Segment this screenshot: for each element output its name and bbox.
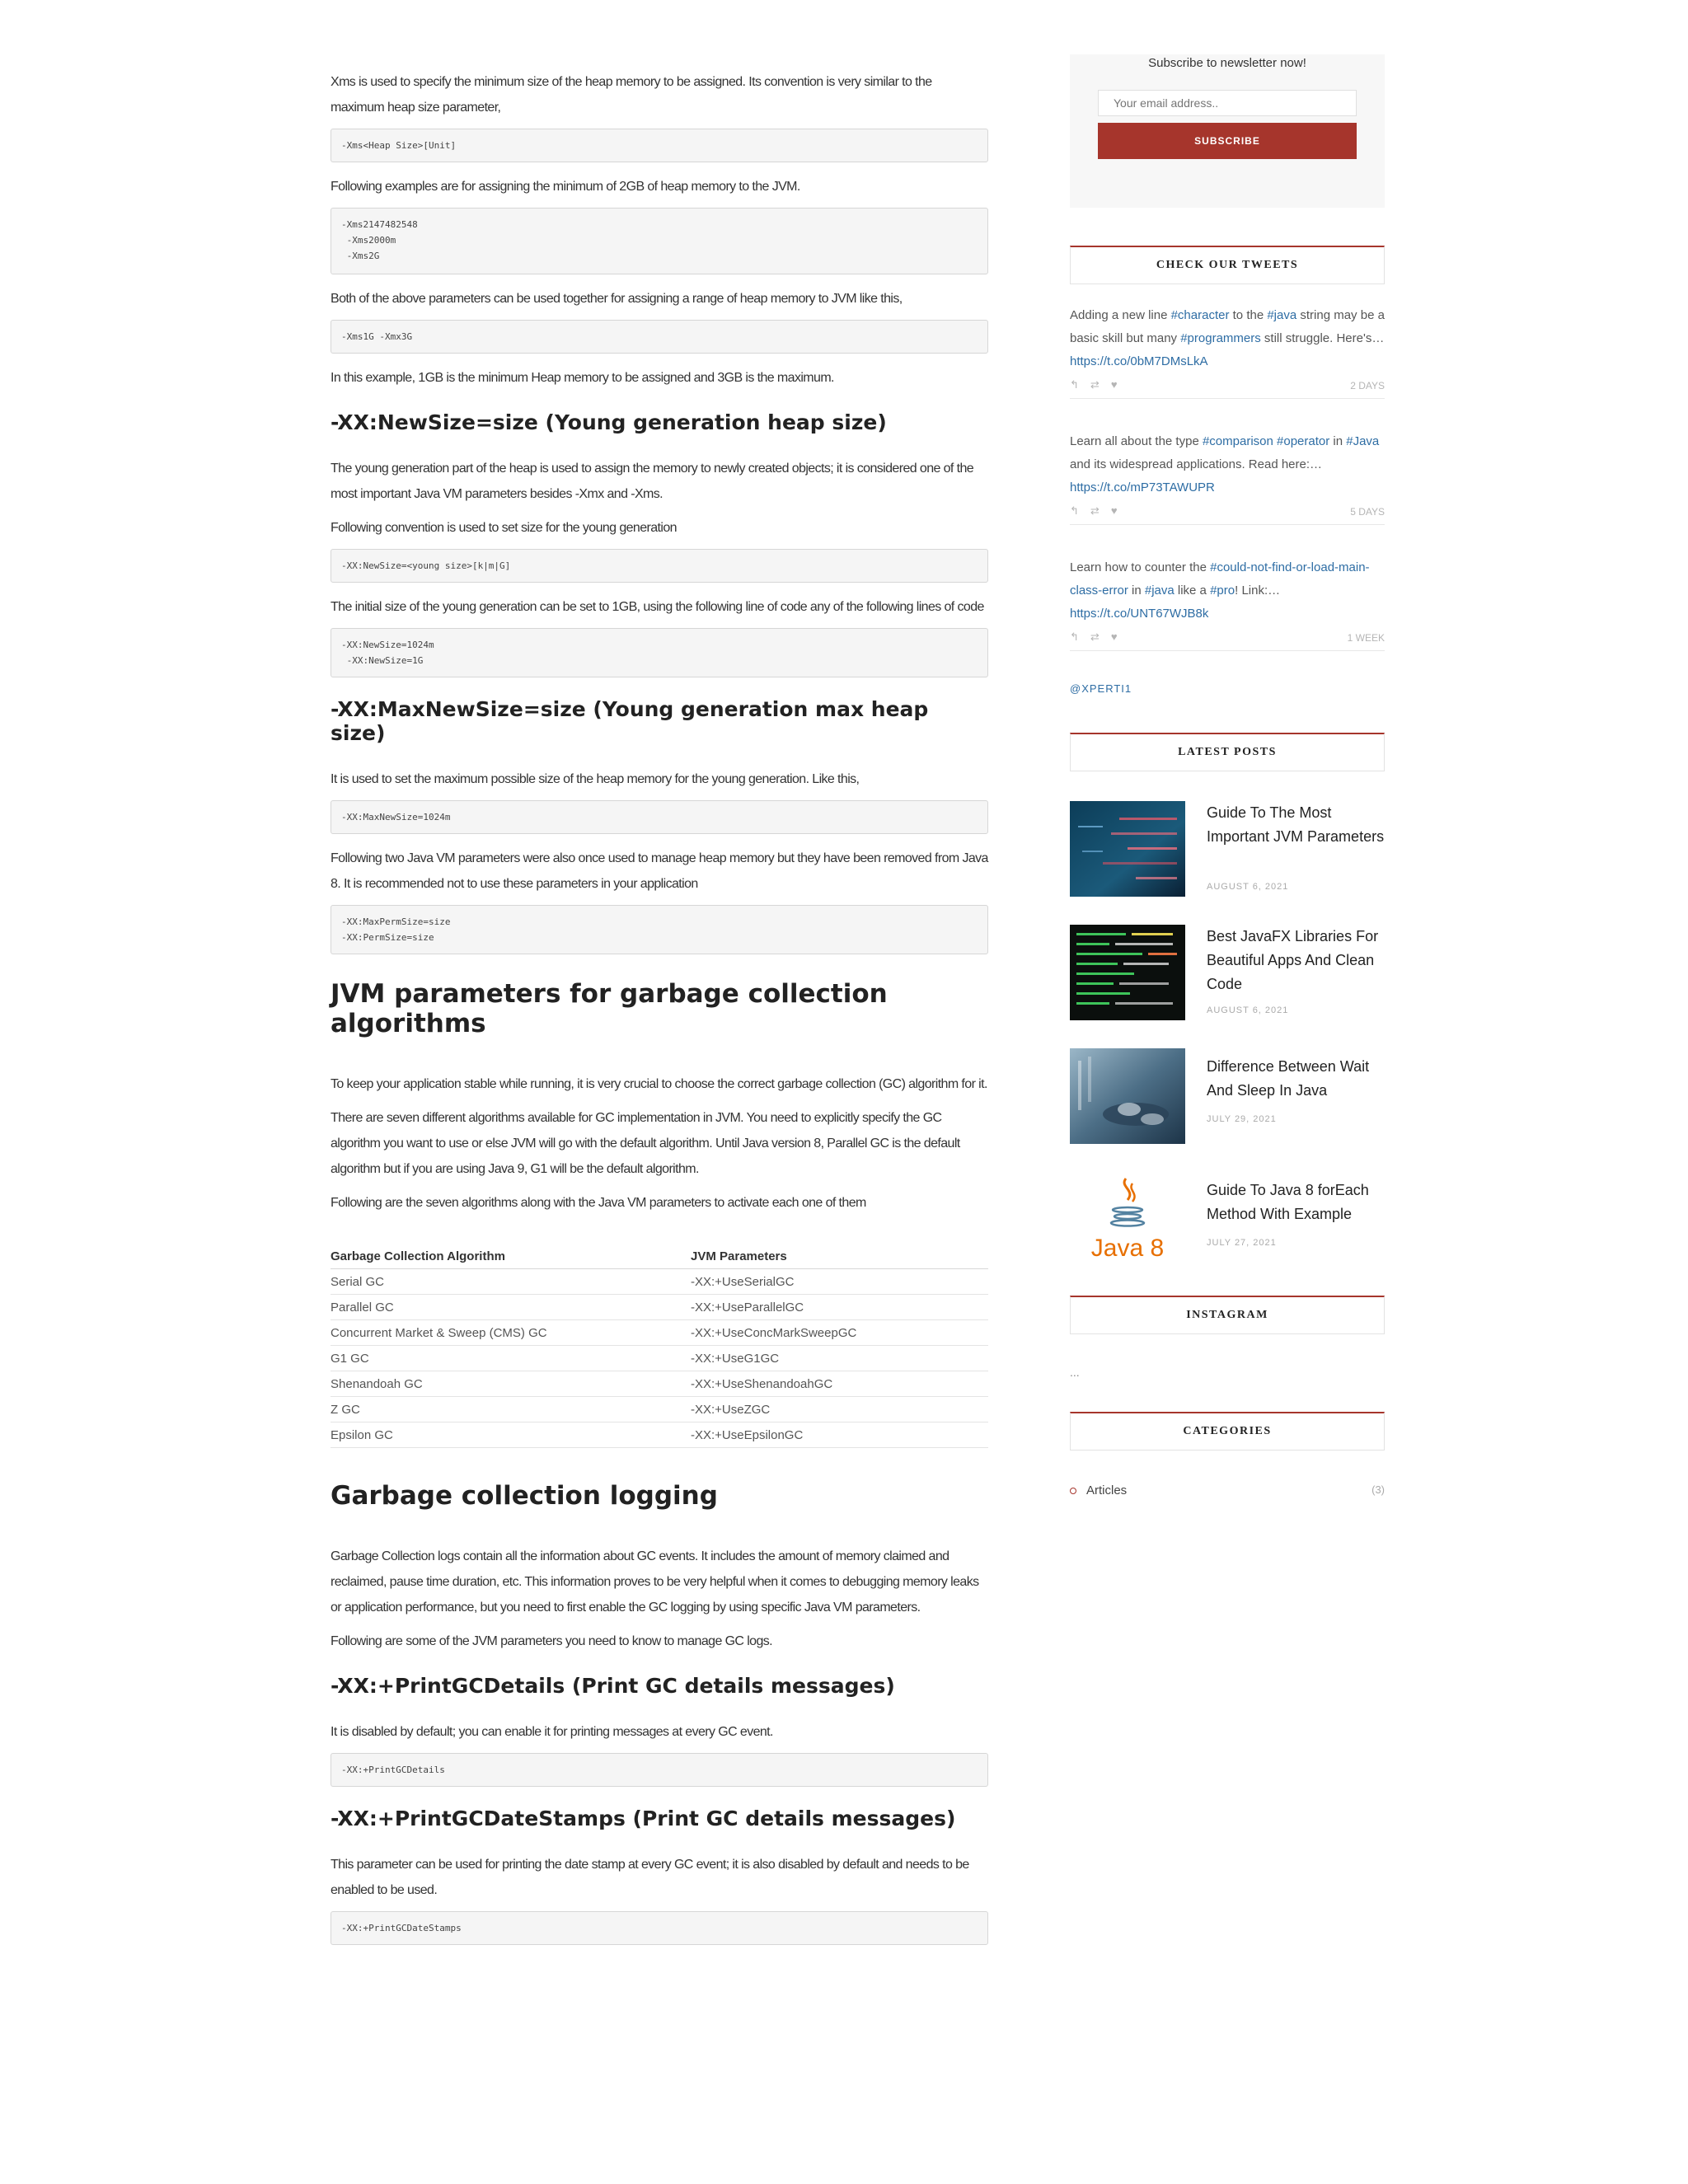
tweet-list <box>1070 304 1385 695</box>
hashtag-link[interactable]: #character <box>1170 308 1230 322</box>
tweet-url-link[interactable]: https://t.co/UNT67WJB8k <box>1070 607 1209 621</box>
post-title-link[interactable]: Guide To The Most Important JVM Parameters <box>1207 804 1385 845</box>
post-item[interactable] <box>1070 1048 1385 1146</box>
retweet-icon[interactable]: ⇄ <box>1090 504 1111 517</box>
code-line: -Xms<Heap Size>[Unit] <box>341 140 457 151</box>
tweet-url-link[interactable]: https://t.co/0bM7DMsLkA <box>1070 354 1208 368</box>
newsletter-title: Subscribe to newsletter now! <box>1148 56 1306 70</box>
paragraph: This parameter can be used for printing the date stamp at every GC event; it is also disabled by default and needs to be enabled to be used. <box>331 1858 969 1897</box>
table-row <box>331 1346 988 1371</box>
table-row <box>331 1269 988 1295</box>
table-cell: -XX:+UseSerialGC <box>691 1269 988 1295</box>
paragraph: It is used to set the maximum possible size of the heap memory for the young generation. Like this, <box>331 772 860 786</box>
paragraph: Following convention is used to set size for the young generation <box>331 521 677 535</box>
table-cell: Z GC <box>331 1397 691 1422</box>
post-thumbnail[interactable] <box>1070 1048 1185 1144</box>
tweet-url-link[interactable]: https://t.co/mP73TAWUPR <box>1070 480 1215 494</box>
section-heading: JVM parameters for garbage collection algorithms <box>331 979 888 1038</box>
tweet-text-segment: ! Link:… <box>1235 583 1281 598</box>
table-cell: -XX:+UseShenandoahGC <box>691 1371 988 1397</box>
tweet-text-segment: to the <box>1229 308 1268 322</box>
code-line: -Xms2000m <box>341 235 396 246</box>
tweet-text <box>1070 430 1385 499</box>
table-cell: -XX:+UseEpsilonGC <box>691 1422 988 1448</box>
hashtag-link[interactable]: #comparison <box>1202 434 1273 448</box>
table-cell: Shenandoah GC <box>331 1371 691 1397</box>
post-thumbnail[interactable] <box>1070 1172 1185 1268</box>
hashtag-link[interactable]: #pro <box>1210 583 1236 598</box>
code-block <box>331 800 988 834</box>
reply-icon[interactable]: ↰ <box>1070 378 1090 391</box>
post-title-link[interactable]: Best JavaFX Libraries For Beautiful Apps And Clean Code <box>1207 928 1379 992</box>
java8-label: Java 8 <box>1090 1235 1165 1262</box>
table-row <box>331 1320 988 1346</box>
tweet-time: 1 WEEK <box>1347 632 1385 644</box>
code-block <box>331 1911 988 1945</box>
tweet-text-segment: still struggle. Here's… <box>1260 331 1385 345</box>
category-count: (3) <box>1372 1483 1385 1496</box>
email-field[interactable] <box>1098 90 1357 116</box>
paragraph: To keep your application stable while running, it is very crucial to choose the correct garbage collection (GC) algorithm for it. <box>331 1077 987 1091</box>
table-header-row <box>331 1244 988 1269</box>
post-title-link[interactable]: Difference Between Wait And Sleep In Java <box>1207 1058 1370 1099</box>
table-cell: -XX:+UseZGC <box>691 1397 988 1422</box>
reply-icon[interactable]: ↰ <box>1070 504 1090 517</box>
paragraph: Following are the seven algorithms along with the Java VM parameters to activate each one of them <box>331 1196 866 1210</box>
tweet-text-segment: Adding a new line <box>1070 308 1171 322</box>
section-heading: -XX:+PrintGCDetails (Print GC details messages) <box>331 1674 895 1698</box>
table-header: Garbage Collection Algorithm <box>331 1244 691 1269</box>
instagram-feed-placeholder: ... <box>1070 1366 1080 1379</box>
paragraph: Both of the above parameters can be used together for assigning a range of heap memory to JVM like this, <box>331 292 903 306</box>
gc-algorithms-table <box>331 1244 988 1448</box>
tweet <box>1070 304 1385 399</box>
tweet <box>1070 556 1385 651</box>
table-row <box>331 1295 988 1320</box>
subscribe-button[interactable]: SUBSCRIBE <box>1098 123 1357 159</box>
article-content <box>331 69 988 1957</box>
table-header: JVM Parameters <box>691 1244 988 1269</box>
tweets-widget-title: CHECK OUR TWEETS <box>1070 246 1385 284</box>
hashtag-link[interactable]: #java <box>1267 308 1297 322</box>
code-line: -Xms2G <box>341 251 380 261</box>
tweet-actions <box>1070 630 1129 644</box>
tweet <box>1070 430 1385 525</box>
like-icon[interactable]: ♥ <box>1110 378 1129 391</box>
category-link[interactable]: Articles <box>1086 1483 1128 1497</box>
post-title-link[interactable]: Guide To Java 8 forEach Method With Example <box>1207 1182 1369 1222</box>
paragraph: Following are some of the JVM parameters you need to know to manage GC logs. <box>331 1634 773 1648</box>
twitter-handle-link[interactable]: @XPERTI1 <box>1070 682 1132 695</box>
code-line: -XX:+PrintGCDateStamps <box>341 1923 462 1933</box>
code-block <box>331 905 988 954</box>
category-item[interactable] <box>1070 1483 1385 1503</box>
table-cell: Epsilon GC <box>331 1422 691 1448</box>
bullet-icon <box>1070 1488 1076 1494</box>
tweet-time: 5 DAYS <box>1350 506 1385 518</box>
table-cell: Parallel GC <box>331 1295 691 1320</box>
post-thumbnail[interactable] <box>1070 801 1185 897</box>
hashtag-link[interactable]: #java <box>1144 583 1175 598</box>
code-block <box>331 320 988 354</box>
tweet-text <box>1070 556 1385 626</box>
code-block <box>331 628 988 677</box>
tweet-text-segment: in <box>1329 434 1347 448</box>
hashtag-link[interactable]: #could-not-find-or-load-main-class-error <box>1070 560 1370 598</box>
paragraph: Xms is used to specify the minimum size of the heap memory to be assigned. Its convention is very similar to the maximum heap size parameter, <box>331 75 932 115</box>
table-cell: -XX:+UseG1GC <box>691 1346 988 1371</box>
tweet-text-segment: string may be a basic skill but many <box>1070 308 1385 345</box>
table-row <box>331 1371 988 1397</box>
code-line: -XX:PermSize=size <box>341 932 434 943</box>
like-icon[interactable]: ♥ <box>1110 504 1129 517</box>
tweet-text-segment: Learn all about the type <box>1070 434 1203 448</box>
code-block <box>331 129 988 162</box>
table-cell: -XX:+UseParallelGC <box>691 1295 988 1320</box>
code-line: -XX:NewSize=1024m <box>341 640 434 650</box>
instagram-widget-title: INSTAGRAM <box>1070 1296 1385 1334</box>
code-line: -XX:NewSize=1G <box>341 655 424 666</box>
paragraph: There are seven different algorithms available for GC implementation in JVM. You need to explicitly specify the GC algorithm you want to use or else JVM will go with the default algorithm. Until Java version 8, Parallel GC is the default algorithm but if you are using Java 9, G1 will be the default algorithm. <box>331 1111 960 1176</box>
hashtag-link[interactable]: #programmers <box>1180 331 1261 345</box>
reply-icon[interactable]: ↰ <box>1070 630 1090 643</box>
section-heading: -XX:+PrintGCDateStamps (Print GC details messages) <box>331 1807 956 1830</box>
section-heading: Garbage collection logging <box>331 1481 718 1511</box>
paragraph: In this example, 1GB is the minimum Heap memory to be assigned and 3GB is the maximum. <box>331 371 834 385</box>
like-icon[interactable]: ♥ <box>1110 630 1129 643</box>
newsletter-widget <box>1070 54 1385 208</box>
retweet-icon[interactable]: ⇄ <box>1090 630 1111 643</box>
paragraph: The initial size of the young generation can be set to 1GB, using the following line of code any of the following lines of code <box>331 600 984 614</box>
code-block <box>331 1753 988 1787</box>
code-line: -XX:MaxNewSize=1024m <box>341 812 451 823</box>
table-row <box>331 1422 988 1448</box>
tweet-time: 2 DAYS <box>1350 380 1385 391</box>
table-cell: Serial GC <box>331 1269 691 1295</box>
tweet-actions <box>1070 378 1129 391</box>
post-item[interactable] <box>1070 801 1385 898</box>
post-item[interactable] <box>1070 1172 1385 1269</box>
code-block <box>331 208 988 274</box>
tweet-text-segment: in <box>1128 583 1145 598</box>
post-item[interactable] <box>1070 925 1385 1022</box>
post-date: AUGUST 6, 2021 <box>1207 882 1289 892</box>
tweet-text <box>1070 304 1385 373</box>
table-cell: G1 GC <box>331 1346 691 1371</box>
tweet-text-segment: Learn how to counter the <box>1070 560 1211 574</box>
paragraph: Following examples are for assigning the minimum of 2GB of heap memory to the JVM. <box>331 180 800 194</box>
post-date: JULY 27, 2021 <box>1207 1238 1277 1248</box>
hashtag-link[interactable]: #Java <box>1346 434 1380 448</box>
code-block <box>331 549 988 583</box>
section-heading: -XX:MaxNewSize=size (Young generation max heap size) <box>331 697 929 745</box>
tweet-text-segment: and its widespread applications. Read here:… <box>1070 457 1323 471</box>
paragraph: Following two Java VM parameters were also once used to manage heap memory but they have been removed from Java 8. It is recommended not to use these parameters in your application <box>331 851 988 891</box>
tweet-meta <box>1070 629 1385 651</box>
latest-posts-title: LATEST POSTS <box>1070 733 1385 771</box>
tweet-meta <box>1070 377 1385 399</box>
sidebar <box>1070 54 1385 1503</box>
code-line: -XX:NewSize=<young size>[k|m|G] <box>341 560 511 571</box>
retweet-icon[interactable]: ⇄ <box>1090 378 1111 391</box>
code-line: -Xms2147482548 <box>341 219 418 230</box>
categories-widget-title: CATEGORIES <box>1070 1412 1385 1451</box>
tweet-meta <box>1070 503 1385 525</box>
java-logo-icon <box>1070 1172 1185 1268</box>
post-date: AUGUST 6, 2021 <box>1207 1005 1289 1015</box>
code-line: -XX:MaxPermSize=size <box>341 916 451 927</box>
paragraph: Garbage Collection logs contain all the information about GC events. It includes the amount of memory claimed and reclaimed, pause time duration, etc. This information proves to be very helpful when it comes to debugging memory leaks or application performance, but you need to first enable the GC logging by using specific Java VM parameters. <box>331 1549 979 1615</box>
post-date: JULY 29, 2021 <box>1207 1114 1277 1124</box>
categories-list <box>1070 1483 1385 1503</box>
paragraph: It is disabled by default; you can enable it for printing messages at every GC event. <box>331 1725 773 1739</box>
tweet-actions <box>1070 504 1129 518</box>
table-cell: Concurrent Market & Sweep (CMS) GC <box>331 1320 691 1346</box>
post-thumbnail[interactable] <box>1070 925 1185 1020</box>
table-row <box>331 1397 988 1422</box>
hashtag-link[interactable]: #operator <box>1277 434 1330 448</box>
code-line: -XX:+PrintGCDetails <box>341 1765 445 1775</box>
tweet-text-segment: like a <box>1174 583 1211 598</box>
table-cell: -XX:+UseConcMarkSweepGC <box>691 1320 988 1346</box>
latest-posts-list <box>1070 801 1385 1269</box>
paragraph: The young generation part of the heap is used to assign the memory to newly created objects; it is considered one of the most important Java VM parameters besides -Xmx and -Xms. <box>331 462 974 501</box>
section-heading: -XX:NewSize=size (Young generation heap size) <box>331 410 887 434</box>
code-line: -Xms1G -Xmx3G <box>341 331 413 342</box>
